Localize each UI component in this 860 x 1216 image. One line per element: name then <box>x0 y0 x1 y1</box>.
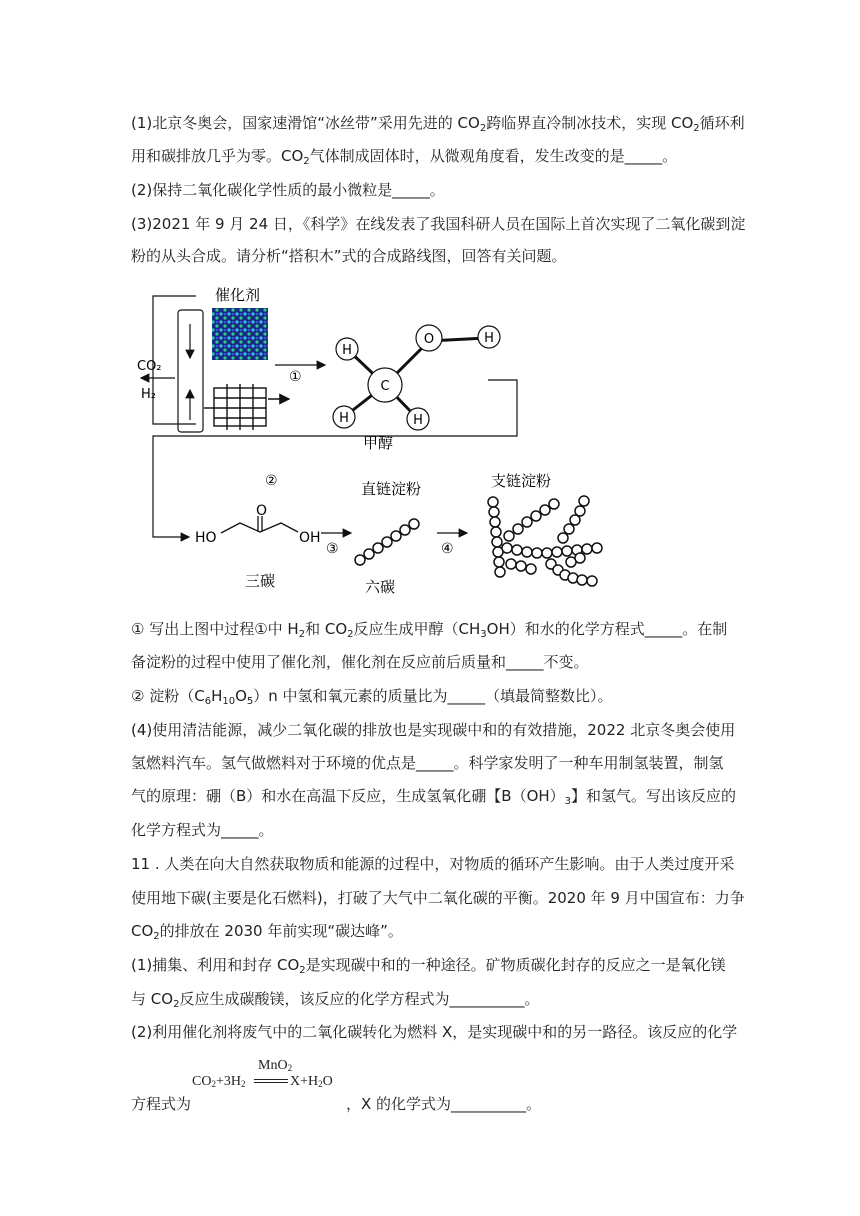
catalyst-label: 催化剂 <box>215 286 261 304</box>
step4-label: ④ <box>441 541 454 557</box>
grid-device <box>204 384 289 430</box>
step2-connector <box>153 380 517 537</box>
para3-line1: (3)2021 年 9 月 24 日，《科学》在线发表了我国科研人员在国际上首次实现了二氧化碳到淀 <box>131 215 746 233</box>
equation <box>190 1058 350 1098</box>
q2-line: ② 淀粉$(C_6H_{10}O_5)n$ 中氢和氧元素的质量比为_____（填最简整数比）。 <box>131 687 613 707</box>
step2-label: ② <box>265 473 278 489</box>
para4-line2: 氢燃料汽车。氢气做燃料对于环境的优点是_____。科学家发明了一种车用制氢装置，制氢 <box>131 754 724 772</box>
equation-bar-bottom <box>254 1082 288 1083</box>
atom-h-3: H <box>413 413 423 428</box>
three-carbon-label: 三碳 <box>245 572 276 590</box>
catalyst-image <box>212 308 268 360</box>
atom-h-4: H <box>484 331 494 346</box>
para4-line4: 化学方程式为_____。 <box>131 821 274 839</box>
equation-catalyst: MnO$_2$ <box>258 1058 293 1073</box>
step3-label: ③ <box>326 541 339 557</box>
q11-line2: 使用地下碳(主要是化石燃料)，打破了大气中二氧化碳的平衡。2020 年 9 月中国宣布：力争 <box>131 889 745 907</box>
atom-c: C <box>380 379 390 394</box>
ho-label: HO <box>195 530 217 546</box>
q1-line2: 备淀粉的过程中使用了催化剂，催化剂在反应前后质量和_____不变。 <box>131 653 589 671</box>
para1-line1: (1)北京冬奥会，国家速滑馆“冰丝带”采用先进的 $CO_2$跨临界直冷制冰技术，实现 $CO_2$循环利 <box>131 114 745 134</box>
atom-h-1: H <box>342 343 352 358</box>
para4-line3: 气的原理：硼（B）和水在高温下反应，生成氢氧化硼【$B(OH)_3$】和氢气。写出该反应的 <box>131 787 737 807</box>
three-carbon-molecule <box>195 503 321 546</box>
co2-label: CO₂ <box>137 359 162 374</box>
q11-line1: 11 . 人类在向大自然获取物质和能源的过程中，对物质的循环产生影响。由于人类过度开采 <box>131 855 735 873</box>
q11-part2-line1: (2)利用催化剂将废气中的二氧化碳转化为燃料 X，是实现碳中和的另一路径。该反应的化学 <box>131 1023 738 1041</box>
equation-right: $X+H_2O$ <box>290 1074 333 1089</box>
q11-line3: $CO_2$的排放在 2030 年前实现“碳达峰”。 <box>131 922 403 942</box>
equation-bar-top <box>254 1079 288 1080</box>
synthesis-route-diagram <box>131 280 611 598</box>
q11-part1-line1: (1)捕集、利用和封存 $CO_2$是实现碳中和的一种途径。矿物质碳化封存的反应之一是氧化镁 <box>131 956 726 976</box>
para2: (2)保持二氧化碳化学性质的最小微粒是_____。 <box>131 181 445 199</box>
q1-line1: ① 写出上图中过程①中 $H_2$和 $CO_2$反应生成甲醇$(CH_3OH)$和水的化学方程式_____。在制 <box>131 620 728 640</box>
oh-label: OH <box>299 530 321 546</box>
linear-starch-label: 直链淀粉 <box>361 480 422 498</box>
atom-h-2: H <box>339 411 349 426</box>
equation-left: $CO_2+3H_2$ <box>192 1074 246 1089</box>
para1-line2: 用和碳排放几乎为零。$CO_2$气体制成固体时，从微观角度看，发生改变的是_____。 <box>131 147 678 167</box>
para4-line1: (4)使用清洁能源，减少二氧化碳的排放也是实现碳中和的有效措施，2022 北京冬奥会使用 <box>131 721 736 739</box>
q11-part1-line2: 与 $CO_2$反应生成碳酸镁，该反应的化学方程式为__________。 <box>131 990 540 1010</box>
h2-label: H₂ <box>141 387 156 402</box>
carbonyl-o-label: O <box>256 503 268 519</box>
atom-o: O <box>423 332 435 347</box>
branched-starch <box>488 496 602 586</box>
six-carbon-label: 六碳 <box>365 578 396 596</box>
branched-starch-label: 支链淀粉 <box>491 472 552 490</box>
methanol-label: 甲醇 <box>363 434 394 452</box>
para3-line2: 粉的从头合成。请分析“搭积木”式的合成路线图，回答有关问题。 <box>131 247 567 265</box>
q11-part2-line2: 方程式为 ，X 的化学式为__________。 <box>131 1095 542 1113</box>
six-carbon-chain <box>355 519 419 565</box>
step1-label: ① <box>289 369 302 385</box>
